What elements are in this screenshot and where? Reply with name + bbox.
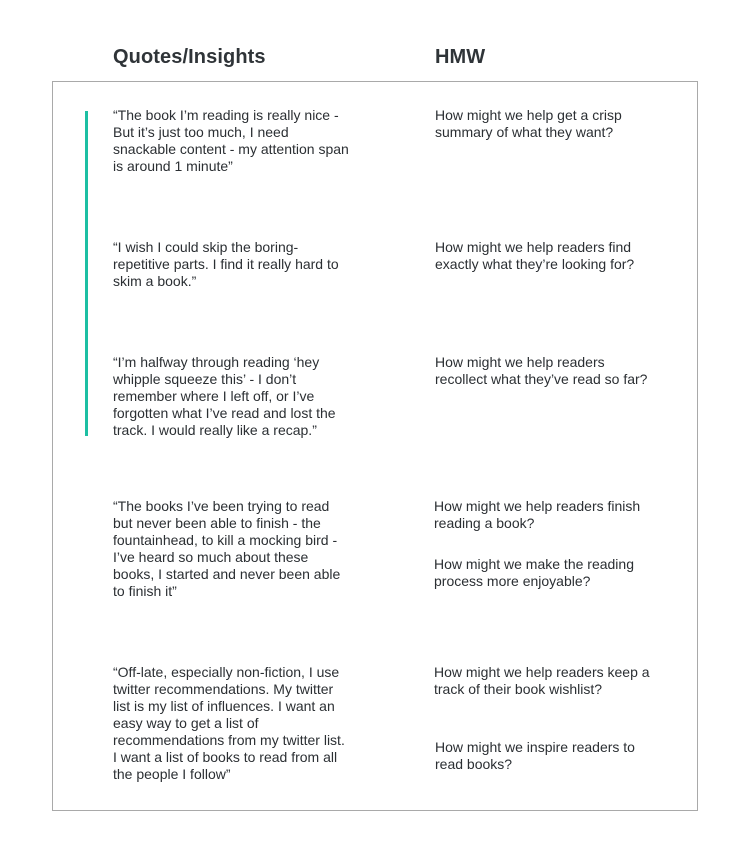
quote-1: “The book I’m reading is really nice - But it’s just too much, I need snackable content - my attention span is around 1 minute” xyxy=(113,107,349,174)
highlight-accent-bar xyxy=(85,111,88,436)
hmw-3: How might we help readers recollect what they’ve read so far? xyxy=(435,354,648,387)
hmw-heading: HMW xyxy=(435,46,486,68)
hmw-7: How might we inspire readers to read books? xyxy=(435,739,635,772)
quote-2: “I wish I could skip the boring- repetitive parts. I find it really hard to skim a book.” xyxy=(113,239,339,289)
quote-4: “The books I’ve been trying to read but never been able to finish - the fountainhead, to kill a mocking bird - I’ve heard so much about these books, I started and never been able to finish it” xyxy=(113,498,341,599)
hmw-1: How might we help get a crisp summary of what they want? xyxy=(435,107,622,140)
quote-3: “I’m halfway through reading ‘hey whipple squeeze this’ - I don’t remember where I left off, or I’ve forgotten what I’ve read and lost the track. I would really like a recap.” xyxy=(113,354,336,438)
hmw-4: How might we help readers finish reading a book? xyxy=(434,498,641,531)
hmw-2: How might we help readers find exactly what they’re looking for? xyxy=(435,239,635,272)
hmw-5: How might we make the reading process more enjoyable? xyxy=(434,556,634,589)
quote-5: “Off-late, especially non-fiction, I use twitter recommendations. My twitter list is my list of influences. I want an easy way to get a list of recommendations from my twitter list. I want a list of books to read from all the people I follow” xyxy=(113,664,345,782)
hmw-6: How might we help readers keep a track of their book wishlist? xyxy=(434,664,650,697)
quotes-insights-heading: Quotes/Insights xyxy=(113,46,266,68)
